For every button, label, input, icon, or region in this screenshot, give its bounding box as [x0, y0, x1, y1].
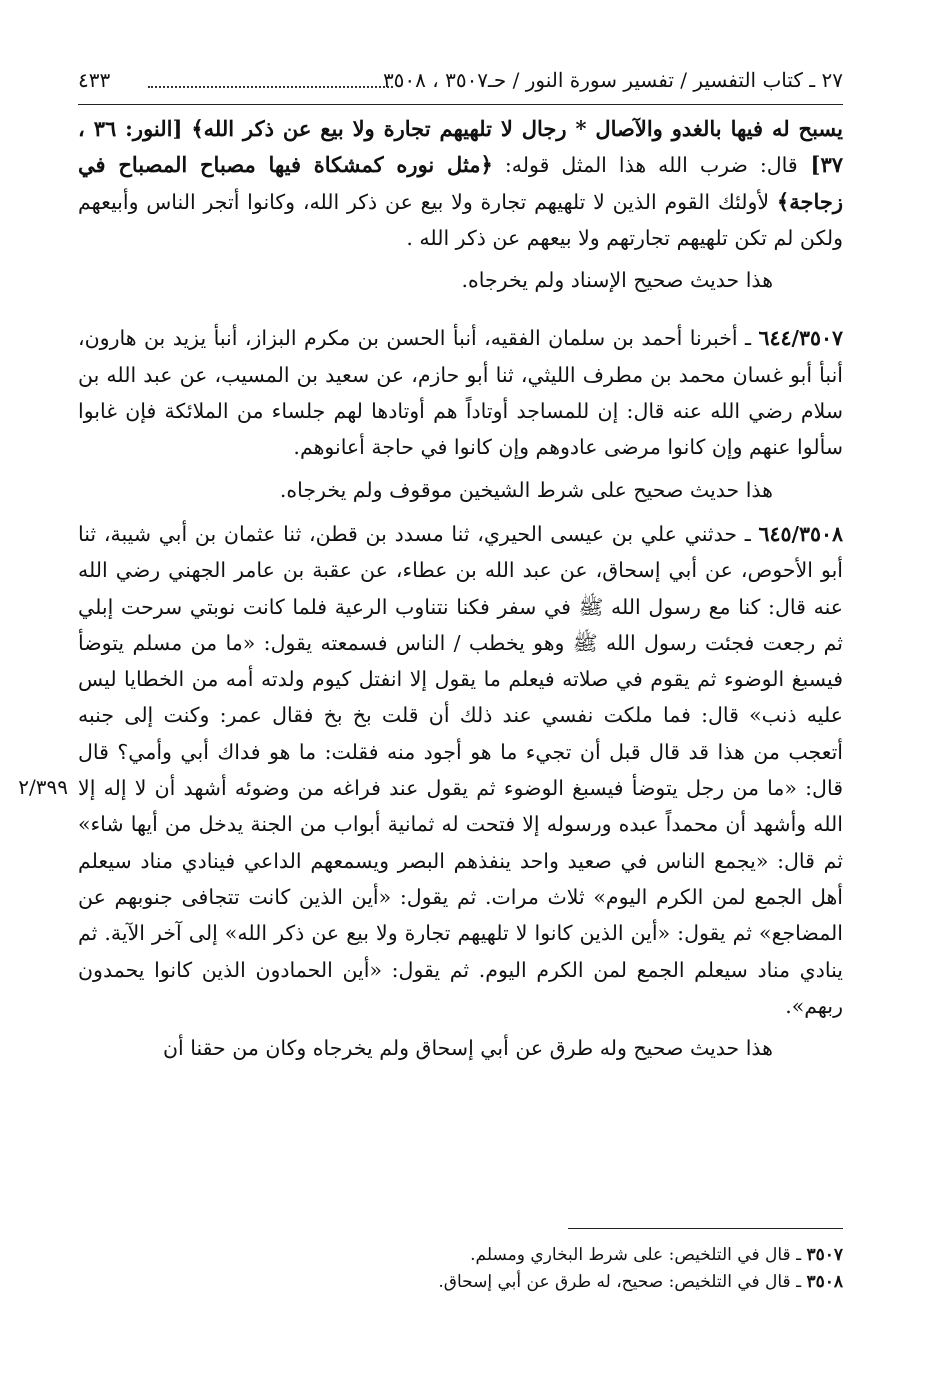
footnote-text: ـ قال في التلخيص: على شرط البخاري ومسلم.	[470, 1245, 807, 1265]
paragraph-text: لأولئك القوم الذين لا تلهيهم تجارة ولا بيع عن ذكر الله، وكانوا أتجر الناس وأبيعهم ولكن لم تكن تلهيهم تجارتهم ولا بيعهم عن ذكر الله .	[78, 189, 843, 250]
main-text	[78, 111, 843, 1066]
margin-reference: ٢/٣٩٩	[18, 775, 68, 799]
footnotes	[78, 1242, 843, 1296]
spacer	[78, 306, 843, 320]
footnote-item	[78, 1242, 843, 1269]
quran-verse: يسبح له فيها بالغدو والآصال * رجال لا تلهيهم تجارة ولا بيع عن ذكر الله﴾ [النور: ٣٦ ، ٣٧]	[78, 116, 843, 178]
page-number: ٤٣٣	[78, 68, 111, 92]
hadith-text: ـ أخبرنا أحمد بن سلمان الفقيه، أنبأ الحسن بن مكرم البزاز، أنبأ يزيد بن هارون، أنبأ أبو غسان محمد بن مطرف الليثي، ثنا أبو حازم، عن سعيد بن المسيب، عن عبد الله بن سلام رضي الله عنه قال: إن للمساجد أوتاداً هم أوتادها لهم جلساء من الملائكة فإن غابوا سألوا عنهم وإن كانوا مرضى عادوهم وإن كانوا في حاجة أعانوهم.	[78, 326, 843, 460]
footnote-item	[78, 1269, 843, 1296]
hadith-judgement: هذا حديث صحيح على شرط الشيخين موقوف ولم يخرجاه.	[279, 477, 773, 502]
hadith-text: ـ حدثني علي بن عيسى الحيري، ثنا مسدد بن قطن، ثنا عثمان بن أبي شيبة، ثنا أبو الأحوص، عن أبي إسحاق، عن عبد الله بن عطاء، عن عقبة بن عامر الجهني رضي الله عنه قال: كنا مع رسول الله ﷺ في سفر فكنا نتناوب الرعية فلما كانت نوبتي سرحت إبلي ثم رجعت فجئت رسول الله ﷺ وهو يخطب / الناس فسمعته يقول: «ما من مسلم يتوضأ فيسبغ الوضوء ثم يقوم في صلاته فيعلم ما يقول إلا انفتل كيوم ولدته أمه من الخطايا ليس عليه ذنب» قال: فما ملكت نفسي عند ذلك أن قلت بخ بخ فقال عمر: وكنت إلى جنبه أتعجب من هذا قد قال قبل أن تجيء ما هو أجود منه فقلت: ما هو فداك أبي وأمي؟ قال قال: «ما من رجل يتوضأ فيسبغ الوضوء ثم يقول عند فراغه من وضوئه أشهد أن لا إله إلا الله وأشهد أن محمداً عبده ورسوله إلا فتحت له ثمانية أبواب من الجنة يدخل من أيها شاء» ثم قال: «يجمع الناس في صعيد واحد ينفذهم البصر ويسمعهم الداعي فينادي مناد سيعلم أهل الجمع لمن الكرم اليوم» ثلاث مرات. ثم يقول: «أين الذين كانت تتجافى جنوبهم عن المضاجع» ثم يقول: «أين الذين كانوا لا تلهيهم تجارة ولا بيع عن ذكر الله» إلى آخر الآية. ثم ينادي مناد سيعلم الجمع لمن الكرم اليوم. ثم يقول: «أين الحمادون الذين كانوا يحمدون ربهم».	[78, 521, 843, 1018]
footnote-text: ـ قال في التلخيص: صحيح، له طرق عن أبي إسحاق.	[438, 1272, 807, 1292]
hadith-judgement: هذا حديث صحيح وله طرق عن أبي إسحاق ولم يخرجاه وكان من حقنا أن	[162, 1036, 773, 1061]
quran-quote: ﴿مثل نوره كمشكاة فيها مصباح المصباح في زجاجة﴾	[78, 152, 843, 214]
paragraph-tafsir	[78, 111, 843, 256]
hadith-number: ٦٤٥/٣٥٠٨	[758, 521, 843, 546]
hadith-3508	[78, 516, 843, 1024]
running-title: ٢٧ ـ كتاب التفسير / تفسير سورة النور / حـ٣٥٠٧ ، ٣٥٠٨	[382, 68, 843, 92]
hadith-judgement: هذا حديث صحيح الإسناد ولم يخرجاه.	[461, 268, 773, 293]
book-page	[18, 60, 843, 1380]
leader-dots	[148, 86, 393, 88]
hadith-number: ٦٤٤/٣٥٠٧	[758, 326, 843, 351]
footnote-number: ٣٥٠٨	[806, 1272, 843, 1292]
footnote-divider	[568, 1228, 843, 1229]
paragraph-text: قال: ضرب الله هذا المثل قوله:	[492, 153, 798, 178]
hadith-3507	[78, 320, 843, 465]
footnote-number: ٣٥٠٧	[806, 1245, 843, 1265]
running-header	[78, 60, 843, 105]
